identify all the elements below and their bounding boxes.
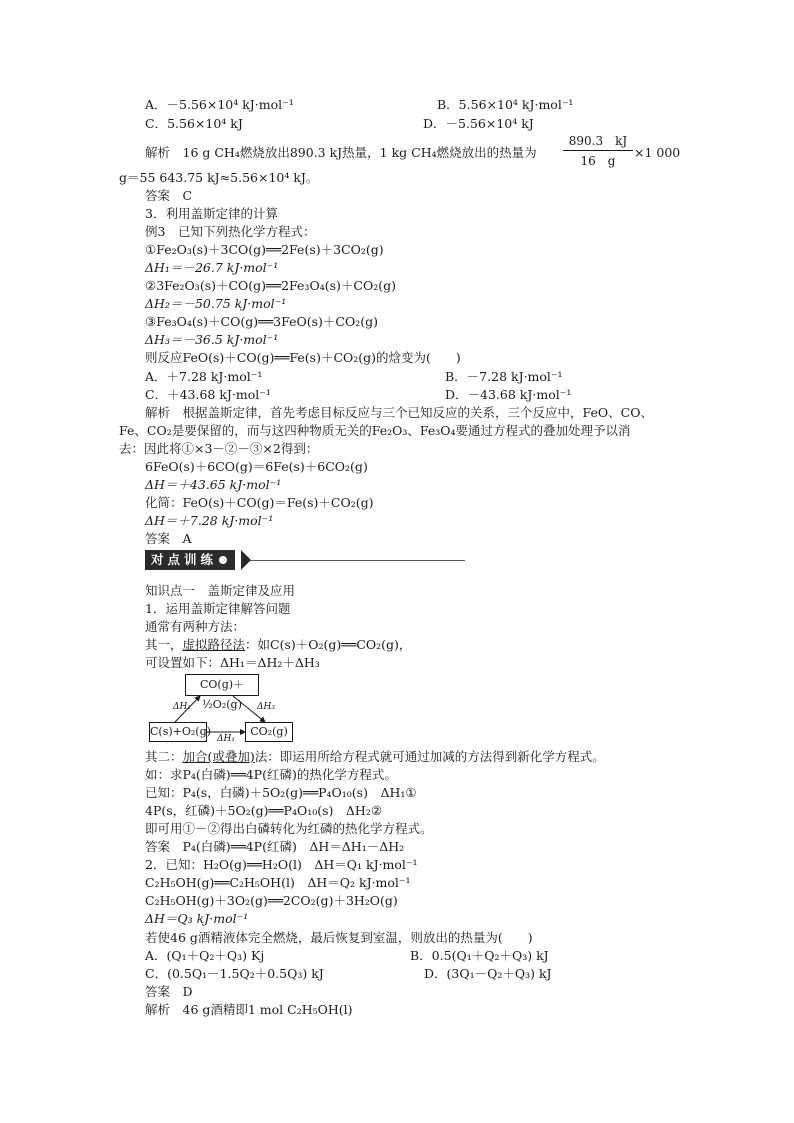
delta-h-2: ΔH₂＝－50.75 kJ·mol⁻¹ <box>145 296 287 311</box>
example-3-option-d: D．－43.68 kJ·mol⁻¹ <box>445 387 572 402</box>
q2-analysis: 解析 46 g酒精即1 mol C₂H₅OH(l) <box>145 1002 353 1017</box>
q2-eq2: C₂H₅OH(g)══C₂H₅OH(l) ΔH＝Q₂ kJ·mol⁻¹ <box>145 875 411 890</box>
setup-line: 可设置如下：ΔH₁＝ΔH₂＋ΔH₃ <box>145 655 320 670</box>
option-d: D．－5.56×10⁴ kJ <box>423 116 534 131</box>
method-2-rest: 法：即运用所给方程式就可通过加减的方法得到新化学方程式。 <box>254 749 605 764</box>
two-methods: 通常有两种方法： <box>145 619 246 634</box>
example-3-analysis-7: ΔH＝＋7.28 kJ·mol⁻¹ <box>145 513 274 528</box>
example-3-option-c: C．＋43.68 kJ·mol⁻¹ <box>145 387 271 402</box>
conclusion: 即可用①－②得出白磷转化为红磷的热化学方程式。 <box>145 821 433 836</box>
equation-3: ③Fe₃O₄(s)＋CO(g)══3FeO(s)＋CO₂(g) <box>145 314 378 329</box>
method-2 <box>145 748 605 765</box>
q2-option-c: C．(0.5Q₁－1.5Q₂＋0.5Q₃) kJ <box>145 966 324 981</box>
method-1-prefix: 其一， <box>145 637 183 652</box>
q2-option-d: D．(3Q₁－Q₂＋Q₃) kJ <box>424 966 552 981</box>
delta-h-1: ΔH₁＝－26.7 kJ·mol⁻¹ <box>145 260 279 275</box>
q2-option-a: A．(Q₁＋Q₂＋Q₃) Kj <box>145 948 265 963</box>
example-3-option-b: B．－7.28 kJ·mol⁻¹ <box>445 369 563 384</box>
method-2-prefix: 其二： <box>145 749 183 764</box>
section-arrow-icon <box>241 550 251 570</box>
example-3-analysis-3: 去：因此将①×3－②－③×2得到： <box>119 441 319 456</box>
fraction <box>563 132 633 169</box>
analysis-1-tail: ×1 000 <box>634 145 681 160</box>
analysis-1-text: 解析 16 g CH₄燃烧放出890.3 kJ热量，1 kg CH₄燃烧放出的热量为 <box>145 145 537 160</box>
diagram-left-box: C(s)+O₂(g) <box>149 722 207 742</box>
section-rule <box>245 560 465 561</box>
knowledge-answer: 答案 P₄(白磷)══4P(红磷) ΔH＝ΔH₁－ΔH₂ <box>145 839 405 854</box>
q2-intro: 2．已知：H₂O(g)══H₂O(l) ΔH＝Q₁ kJ·mol⁻¹ <box>145 857 418 872</box>
option-b: B．5.56×10⁴ kJ·mol⁻¹ <box>437 97 574 112</box>
known-1: 已知：P₄(s，白磷)＋5O₂(g)══P₄O₁₀(s) ΔH₁① <box>145 785 417 800</box>
section-heading-label <box>145 550 235 570</box>
example-3-option-a: A．＋7.28 kJ·mol⁻¹ <box>145 369 263 384</box>
section-heading <box>145 550 465 570</box>
q2-question: 若使46 g酒精液体完全燃烧，最后恢复到室温，则放出的热量为( ) <box>145 930 533 945</box>
example-question: 如：求P₄(白磷)══4P(红磷)的热化学方程式。 <box>145 767 397 782</box>
section-3-title: 3．利用盖斯定律的计算 <box>145 206 278 221</box>
analysis-1-line2: g＝55 643.75 kJ≈5.56×10⁴ kJ。 <box>119 170 319 185</box>
method-1 <box>145 636 411 653</box>
option-c: C．5.56×10⁴ kJ <box>145 116 243 131</box>
diagram-left-arrow-label: ΔH₂ <box>173 702 191 712</box>
example-3-intro: 例3 已知下列热化学方程式： <box>145 224 316 239</box>
example-3-analysis-1: 解析 根据盖斯定律，首先考虑目标反应与三个已知反应的关系，三个反应中，FeO、CO、 <box>145 405 653 420</box>
fraction-denominator: 16 g <box>580 154 616 168</box>
diagram-top-box: CO(g)＋½O₂(g) <box>185 674 259 696</box>
method-2-name: 加合(或叠加) <box>182 749 255 764</box>
fraction-numerator: 890.3 kJ <box>568 134 628 148</box>
example-3-analysis-4: 6FeO(s)＋6CO(g)＝6Fe(s)＋6CO₂(g) <box>145 459 368 474</box>
example-3-question: 则反应FeO(s)＋CO(g)══Fe(s)＋CO₂(g)的焓变为( ) <box>145 350 461 365</box>
diagram-bottom-arrow-label: ΔH₁ <box>217 734 235 744</box>
q2-option-b: B．0.5(Q₁＋Q₂＋Q₃) kJ <box>410 948 549 963</box>
answer-1: 答案 C <box>145 188 193 203</box>
knowledge-item-1: 1．运用盖斯定律解答问题 <box>145 601 291 616</box>
example-3-answer: 答案 A <box>145 531 192 546</box>
q2-eq3: C₂H₅OH(g)＋3O₂(g)══2CO₂(g)＋3H₂O(g) <box>145 893 398 908</box>
method-1-name: 虚拟路径法 <box>182 637 246 652</box>
option-a: A．－5.56×10⁴ kJ·mol⁻¹ <box>145 97 294 112</box>
equation-1: ①Fe₂O₃(s)＋3CO(g)══2Fe(s)＋3CO₂(g) <box>145 242 384 257</box>
hess-diagram <box>145 672 305 744</box>
section-heading-text: 对点训练 <box>151 552 218 567</box>
diagram-right-arrow-label: ΔH₃ <box>257 702 275 712</box>
q2-answer: 答案 D <box>145 984 193 999</box>
method-1-rest: ：如C(s)＋O₂(g)══CO₂(g)， <box>245 637 412 652</box>
knowledge-title: 知识点一 盖斯定律及应用 <box>145 583 296 598</box>
fraction-bar <box>563 150 633 151</box>
bullet-dot-icon <box>219 556 227 564</box>
delta-h-3: ΔH₃＝－36.5 kJ·mol⁻¹ <box>145 332 279 347</box>
known-2: 4P(s，红磷)＋5O₂(g)══P₄O₁₀(s) ΔH₂② <box>145 803 383 818</box>
equation-2: ②3Fe₂O₃(s)＋CO(g)══2Fe₃O₄(s)＋CO₂(g) <box>145 278 396 293</box>
example-3-analysis-6: 化简：FeO(s)＋CO(g)＝Fe(s)＋CO₂(g) <box>145 495 374 510</box>
example-3-analysis-5: ΔH＝＋43.65 kJ·mol⁻¹ <box>145 477 282 492</box>
example-3-analysis-2: Fe、CO₂是要保留的，而与这四种物质无关的Fe₂O₃、Fe₃O₄要通过方程式的叠加处理予以消 <box>119 423 631 438</box>
diagram-right-box: CO₂(g) <box>245 722 293 742</box>
q2-dh3: ΔH＝Q₃ kJ·mol⁻¹ <box>145 911 249 926</box>
